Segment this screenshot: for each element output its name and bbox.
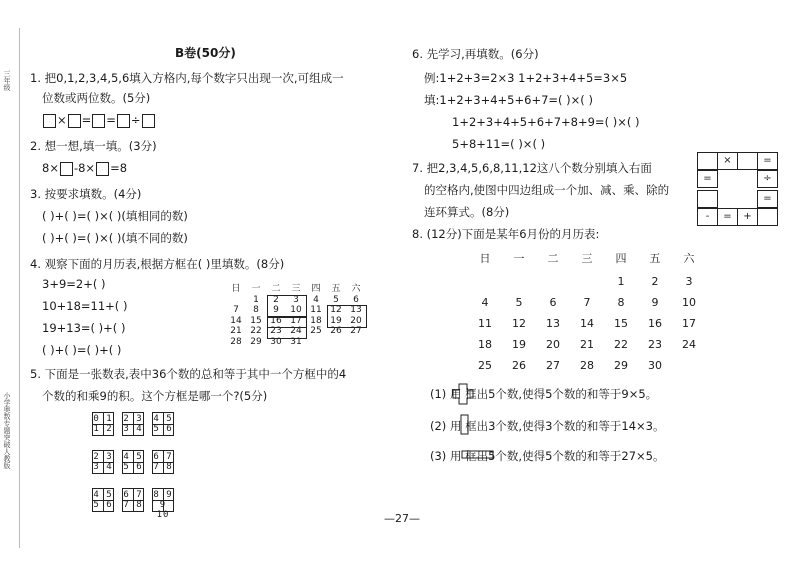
calendar-day: 18 xyxy=(478,338,492,351)
calendar-day: 4 xyxy=(481,296,489,309)
calendar-day: 5 xyxy=(333,294,339,305)
calendar-weekday-header: 六 xyxy=(683,252,695,265)
card-row: 9 10 xyxy=(156,500,170,520)
calendar-day: 4 xyxy=(313,294,319,305)
number-card[interactable] xyxy=(92,488,114,512)
calendar-day: 16 xyxy=(270,315,282,326)
answer-box[interactable] xyxy=(96,162,109,176)
q7-line1: 7. 把2,3,4,5,6,8,11,12这八个数分别填入右面 xyxy=(412,161,652,175)
q4-line1: 4. 观察下面的月历表,根据方框在( )里填数。(8分) xyxy=(30,257,285,271)
card-row: 6 7 xyxy=(153,452,173,462)
calendar-day: 12 xyxy=(330,305,342,315)
op: × xyxy=(57,113,67,127)
calendar-day: 13 xyxy=(546,317,560,330)
calendar-day: 20 xyxy=(350,315,362,326)
calendar-day: 30 xyxy=(270,336,282,347)
calendar-weekday-header: 三 xyxy=(291,284,301,294)
calendar-day: 27 xyxy=(350,326,362,336)
card-row: 2 3 xyxy=(123,414,143,424)
calendar-day: 23 xyxy=(648,338,662,351)
calendar-weekday-header: 二 xyxy=(271,284,281,294)
answer-box[interactable] xyxy=(117,114,130,128)
calendar-weekday-header: 四 xyxy=(615,252,627,265)
q6-fill2: 1+2+3+4+5+6+7+8+9=( )×( ) xyxy=(452,115,640,129)
calendar-highlight-box xyxy=(267,316,307,339)
q1-equation xyxy=(42,112,156,128)
calendar-day: 1 xyxy=(253,294,259,305)
answer-box[interactable] xyxy=(43,114,56,128)
puzzle-op: ÷ xyxy=(757,170,778,188)
q4-eq4: ( )+( )=( )+( ) xyxy=(42,343,122,357)
q6-fill1: 填:1+2+3+4+5+6+7=( )×( ) xyxy=(424,93,593,107)
puzzle-cell[interactable] xyxy=(757,208,778,226)
calendar-day: 6 xyxy=(353,294,359,305)
calendar-day: 26 xyxy=(330,326,342,336)
q1-line2: 位数或两位数。(5分) xyxy=(42,91,151,105)
calendar-weekday-header: 二 xyxy=(547,252,559,265)
calendar-day: 21 xyxy=(230,326,242,336)
horizontal-rectangle-icon xyxy=(461,450,495,460)
card-divider xyxy=(93,500,113,501)
answer-box[interactable] xyxy=(142,114,155,128)
calendar-day: 23 xyxy=(270,326,282,336)
calendar-day: 30 xyxy=(648,359,662,372)
calendar-day: 5 xyxy=(515,296,523,309)
puzzle-op: = xyxy=(697,170,718,188)
q8-sub2: (2) 用 框出3个数,使得3个数的和等于14×3。 xyxy=(430,419,665,433)
calendar-day: 7 xyxy=(233,305,239,315)
calendar-weekday-header: 一 xyxy=(251,284,261,294)
calendar-day: 2 xyxy=(273,294,279,305)
card-divider xyxy=(153,462,173,463)
calendar-weekday-header: 日 xyxy=(231,284,241,294)
calendar-day: 2 xyxy=(651,275,659,288)
calendar-day: 11 xyxy=(478,317,492,330)
puzzle-cell[interactable] xyxy=(737,152,758,170)
calendar-day: 15 xyxy=(250,315,262,326)
calendar-day: 3 xyxy=(293,294,299,305)
calendar-day: 3 xyxy=(685,275,693,288)
calendar-weekday-header: 四 xyxy=(311,284,321,294)
q5-line1: 5. 下面是一张数表,表中36个数的总和等于其中一个方框中的4 xyxy=(30,367,347,381)
card-divider xyxy=(153,424,173,425)
q2-equation xyxy=(42,160,127,176)
card-row: 6 7 xyxy=(123,490,143,500)
card-row: 5 6 xyxy=(153,424,173,434)
q2-line1: 2. 想一想,填一填。(3分) xyxy=(30,139,157,153)
answer-box[interactable] xyxy=(68,114,81,128)
puzzle-op: = xyxy=(717,208,738,226)
calendar-day: 29 xyxy=(614,359,628,372)
number-card[interactable] xyxy=(122,450,144,474)
card-row: 3 4 xyxy=(123,424,143,434)
number-card[interactable] xyxy=(152,412,174,436)
q3-row2: ( )+( )=( )×( )(填不同的数) xyxy=(42,231,188,245)
calendar-day: 8 xyxy=(617,296,625,309)
calendar-day: 24 xyxy=(682,338,696,351)
page-number: —27— xyxy=(384,512,420,525)
calendar-day: 14 xyxy=(580,317,594,330)
card-divider xyxy=(123,500,143,501)
side-label-series: 小学奥数专题突破人教版 xyxy=(3,392,11,469)
q6-line1: 6. 先学习,再填数。(6分) xyxy=(412,47,539,61)
number-card[interactable] xyxy=(92,412,114,436)
calendar-weekday-header: 五 xyxy=(331,284,341,294)
calendar-day: 19 xyxy=(512,338,526,351)
op: ÷ xyxy=(130,113,141,127)
q8-line1: 8. (12分)下面是某年6月份的月历表: xyxy=(412,227,600,241)
calendar-day: 31 xyxy=(290,336,302,347)
calendar-day: 11 xyxy=(310,305,322,315)
q5-line2: 个数的和乘9的积。这个方框是哪一个?(5分) xyxy=(42,389,268,403)
q4-eq2: 10+18=11+( ) xyxy=(42,299,128,313)
q3-row1: ( )+( )=( )×( )(填相同的数) xyxy=(42,209,188,223)
calendar-day: 9 xyxy=(273,305,279,315)
calendar-day: 18 xyxy=(310,315,322,326)
puzzle-op: - xyxy=(697,208,718,226)
calendar-day: 26 xyxy=(512,359,526,372)
eq-part: =8 xyxy=(110,161,128,175)
card-row: 4 5 xyxy=(123,452,143,462)
card-divider xyxy=(93,462,113,463)
number-card[interactable] xyxy=(122,412,144,436)
calendar-day: 25 xyxy=(478,359,492,372)
card-row: 4 5 xyxy=(93,490,113,500)
calendar-day: 22 xyxy=(614,338,628,351)
calendar-day: 9 xyxy=(651,296,659,309)
card-divider xyxy=(93,424,113,425)
number-card[interactable] xyxy=(152,488,174,520)
q8-sub1: (1) 用 框出5个数,使得5个数的和等于9×5。 xyxy=(430,387,658,401)
number-card[interactable] xyxy=(92,450,114,474)
number-card[interactable] xyxy=(152,450,174,474)
eq-part: 8× xyxy=(42,161,59,175)
calendar-day: 17 xyxy=(290,315,302,326)
q4-eq3: 19+13=( )+( ) xyxy=(42,321,126,335)
calendar-day: 10 xyxy=(290,305,302,315)
card-row: 5 6 xyxy=(93,500,113,510)
calendar-day: 22 xyxy=(250,326,262,336)
op: = xyxy=(106,113,116,127)
card-divider xyxy=(123,424,143,425)
calendar-day: 29 xyxy=(250,336,262,347)
q1-line1: 1. 把0,1,2,3,4,5,6填入方格内,每个数字只出现一次,可组成一 xyxy=(30,71,344,85)
calendar-day: 12 xyxy=(512,317,526,330)
calendar-weekday-header: 一 xyxy=(513,252,525,265)
calendar-day: 20 xyxy=(546,338,560,351)
q7-line2: 的空格内,使图中四边组成一个加、减、乘、除的 xyxy=(424,183,670,197)
op: = xyxy=(81,113,92,127)
q3-line1: 3. 按要求填数。(4分) xyxy=(30,187,142,201)
calendar-day: 6 xyxy=(549,296,557,309)
card-row: 7 8 xyxy=(153,462,173,472)
calendar-day: 24 xyxy=(290,326,302,336)
equation-frame-puzzle xyxy=(697,152,781,227)
puzzle-op: + xyxy=(737,208,758,226)
calendar-highlight-box xyxy=(327,305,367,328)
calendar-day: 28 xyxy=(580,359,594,372)
q8-sub3: (3) 用 框出5个数,使得5个数的和等于27×5。 xyxy=(430,449,665,463)
card-row: 1 2 xyxy=(93,424,113,434)
answer-box[interactable] xyxy=(92,114,105,128)
binding-margin-line xyxy=(19,28,20,548)
card-row: 3 4 xyxy=(93,462,113,472)
side-label-grade: 三年级 xyxy=(3,70,11,91)
calendar-day: 16 xyxy=(648,317,662,330)
puzzle-op: = xyxy=(757,190,778,208)
calendar-weekday-header: 五 xyxy=(649,252,661,265)
card-divider xyxy=(153,500,173,501)
calendar-weekday-header: 日 xyxy=(479,252,491,265)
calendar-weekday-header: 六 xyxy=(351,284,361,294)
puzzle-cell[interactable] xyxy=(697,190,718,208)
card-divider xyxy=(123,462,143,463)
number-card[interactable] xyxy=(122,488,144,512)
calendar-day: 25 xyxy=(310,326,322,336)
q7-line3: 连环算式。(8分) xyxy=(424,205,510,219)
card-row: 8 9 xyxy=(153,490,173,500)
calendar-day: 14 xyxy=(230,315,242,326)
calendar-day: 21 xyxy=(580,338,594,351)
puzzle-op: = xyxy=(757,152,778,170)
calendar-day: 10 xyxy=(682,296,696,309)
answer-box[interactable] xyxy=(60,162,73,176)
q4-eq1: 3+9=2+( ) xyxy=(42,277,106,291)
card-row: 4 5 xyxy=(153,414,173,424)
calendar-day: 7 xyxy=(583,296,591,309)
card-row: 7 8 xyxy=(123,500,143,510)
calendar-weekday-header: 三 xyxy=(581,252,593,265)
card-row: 5 6 xyxy=(123,462,143,472)
calendar-day: 15 xyxy=(614,317,628,330)
puzzle-cell[interactable] xyxy=(697,152,718,170)
vertical-rectangle-icon xyxy=(460,414,470,436)
section-title: B卷(50分) xyxy=(175,46,236,60)
eq-part: -8× xyxy=(73,161,96,175)
card-row: 2 3 xyxy=(93,452,113,462)
q6-example: 例:1+2+3=2×3 1+2+3+4+5=3×5 xyxy=(424,71,628,85)
calendar-day: 28 xyxy=(230,336,242,347)
calendar-day: 19 xyxy=(330,315,342,326)
card-row: 0 1 xyxy=(93,414,113,424)
calendar-highlight-box xyxy=(267,295,307,318)
calendar-day: 8 xyxy=(253,305,259,315)
calendar-day: 27 xyxy=(546,359,560,372)
calendar-day: 17 xyxy=(682,317,696,330)
calendar-day: 13 xyxy=(350,305,362,315)
q6-fill3: 5+8+11=( )×( ) xyxy=(452,137,546,151)
puzzle-op: × xyxy=(717,152,738,170)
calendar-day: 1 xyxy=(617,275,625,288)
cross-shape-icon xyxy=(452,383,474,405)
